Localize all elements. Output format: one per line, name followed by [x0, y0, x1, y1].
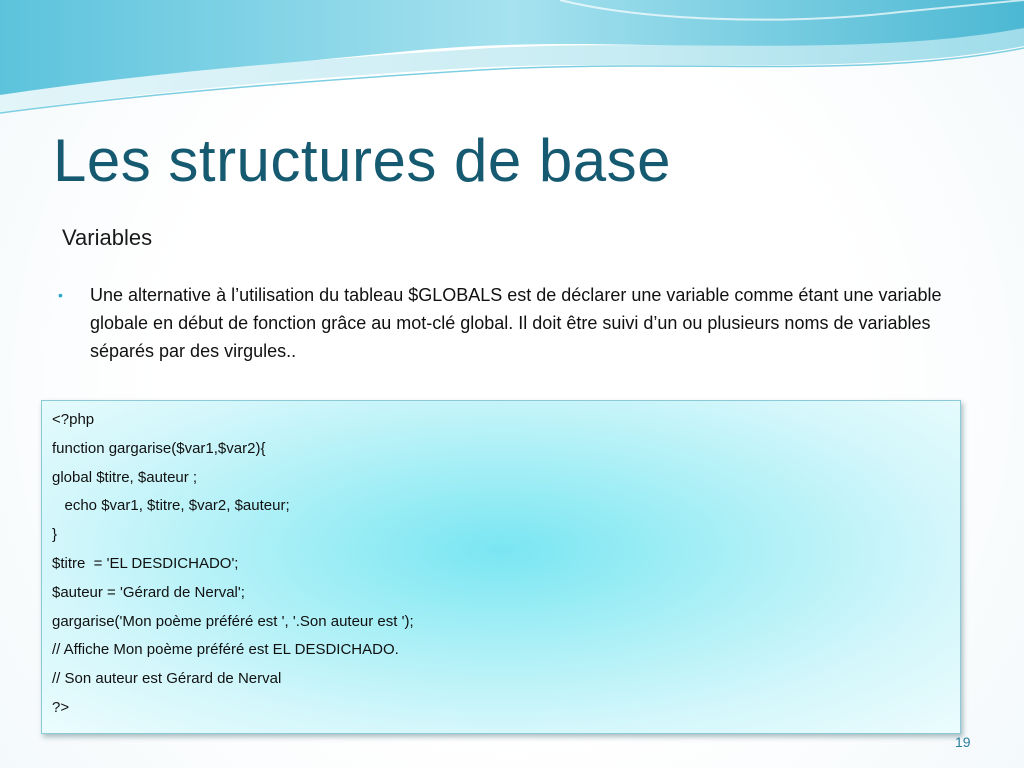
- code-block: [41, 400, 961, 734]
- code-line: <?php: [52, 411, 95, 428]
- bullet-icon: •: [58, 287, 63, 303]
- code-line: $titre = 'EL DESDICHADO';: [52, 554, 239, 572]
- bullet-text: Une alternative à l’utilisation du tableau $GLOBALS est de déclarer une variable comme étant une variable globale en début de fonction grâce au mot-clé global. Il doit être suivi d’un ou plusieurs noms de variables séparés par des virgules..: [90, 285, 942, 361]
- code-line: }: [52, 526, 58, 544]
- page-number: 19: [955, 734, 971, 750]
- code-line: // Affiche Mon poème préféré est EL DESDICHADO.: [52, 641, 399, 659]
- code-line: function gargarise($var1,$var2){: [52, 439, 266, 457]
- code-line: ?>: [52, 698, 70, 716]
- code-line: global $titre, $auteur ;: [52, 468, 198, 486]
- bullet-item: [58, 281, 968, 365]
- section-subtitle: Variables: [62, 225, 153, 250]
- code-line: $auteur = 'Gérard de Nerval';: [52, 583, 245, 601]
- wave-decoration: [0, 0, 1024, 140]
- page-title: Les structures de base: [53, 127, 672, 194]
- code-line: echo $var1, $titre, $var2, $auteur;: [52, 497, 290, 515]
- code-line: // Son auteur est Gérard de Nerval: [52, 670, 282, 688]
- code-line: gargarise('Mon poème préféré est ', '.Son auteur est ');: [52, 612, 414, 630]
- bullet-list: [58, 281, 968, 365]
